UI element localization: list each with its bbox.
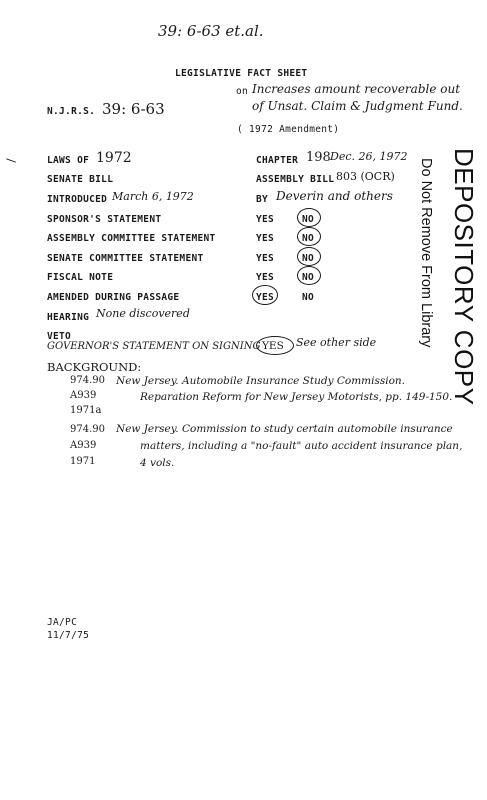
footer-initials: JA/PC <box>47 617 78 628</box>
file-number: 39: 6-63 et.al. <box>158 22 264 40</box>
call-number: 974.90 <box>70 375 105 386</box>
by-label: BY <box>256 194 269 205</box>
laws-of-value: 1972 <box>96 150 132 166</box>
senate-cs-no: NO <box>302 253 315 264</box>
on-label: on <box>236 86 249 97</box>
see-other-side: See other side <box>296 336 377 349</box>
amended-yes: YES <box>256 292 275 303</box>
call-number: 974.90 <box>70 424 105 435</box>
governor-yes: YES <box>262 340 284 352</box>
assembly-bill-value: 803 (OCR) <box>336 170 395 183</box>
amended-no: NO <box>302 292 315 303</box>
do-not-remove-stamp: Do Not Remove From Library <box>418 158 434 348</box>
assembly-committee-label: ASSEMBLY COMMITTEE STATEMENT <box>47 233 216 244</box>
call-number: A939 <box>70 440 97 451</box>
call-number: 1971 <box>70 456 96 467</box>
assembly-bill-label: ASSEMBLY BILL <box>256 174 335 185</box>
subject-line-2: of Unsat. Claim & Judgment Fund. <box>252 99 463 113</box>
margin-mark <box>6 158 16 163</box>
amendment-note: ( 1972 Amendment) <box>237 124 340 135</box>
hearing-value: None discovered <box>96 307 190 320</box>
chapter-label: CHAPTER <box>256 155 299 166</box>
amended-label: AMENDED DURING PASSAGE <box>47 292 180 303</box>
sponsors-statement-label: SPONSOR'S STATEMENT <box>47 214 162 225</box>
fiscal-note-label: FISCAL NOTE <box>47 272 114 283</box>
introduced-label: INTRODUCED <box>47 194 108 205</box>
citation-line: Reparation Reform for New Jersey Motorists, pp. 149-150. <box>140 391 453 403</box>
citation-line: 4 vols. <box>140 457 175 469</box>
laws-of-label: LAWS OF <box>47 155 90 166</box>
sheet-title: LEGISLATIVE FACT SHEET <box>175 68 308 79</box>
call-number: 1971a <box>70 405 102 416</box>
sponsors-no: NO <box>302 214 315 225</box>
njrs-label: N.J.R.S. <box>47 106 96 117</box>
njrs-value: 39: 6-63 <box>102 100 165 118</box>
by-value: Deverin and others <box>276 189 393 203</box>
citation-line: matters, including a "no-fault" auto accident insurance plan, <box>140 440 463 452</box>
citation-line: New Jersey. Commission to study certain automobile insurance <box>116 423 453 435</box>
governor-statement-label: GOVERNOR'S STATEMENT ON SIGNING <box>47 341 261 352</box>
depository-copy-stamp: DEPOSITORY COPY <box>449 148 479 406</box>
senate-committee-label: SENATE COMMITTEE STATEMENT <box>47 253 204 264</box>
senate-bill-label: SENATE BILL <box>47 174 114 185</box>
assembly-cs-no: NO <box>302 233 315 244</box>
veto-label: VETO <box>47 331 72 342</box>
hearing-label: HEARING <box>47 312 90 323</box>
fiscal-yes: YES <box>256 272 275 283</box>
chapter-value: 198 <box>306 150 331 165</box>
introduced-value: March 6, 1972 <box>112 190 194 203</box>
fiscal-no: NO <box>302 272 315 283</box>
subject-line-1: Increases amount recoverable out <box>252 82 461 96</box>
footer-date: 11/7/75 <box>47 630 90 641</box>
chapter-date: Dec. 26, 1972 <box>330 150 408 163</box>
senate-cs-yes: YES <box>256 253 275 264</box>
assembly-cs-yes: YES <box>256 233 275 244</box>
citation-line: New Jersey. Automobile Insurance Study Commission. <box>116 375 406 387</box>
sponsors-yes: YES <box>256 214 275 225</box>
call-number: A939 <box>70 390 97 401</box>
background-heading: BACKGROUND: <box>47 360 142 374</box>
